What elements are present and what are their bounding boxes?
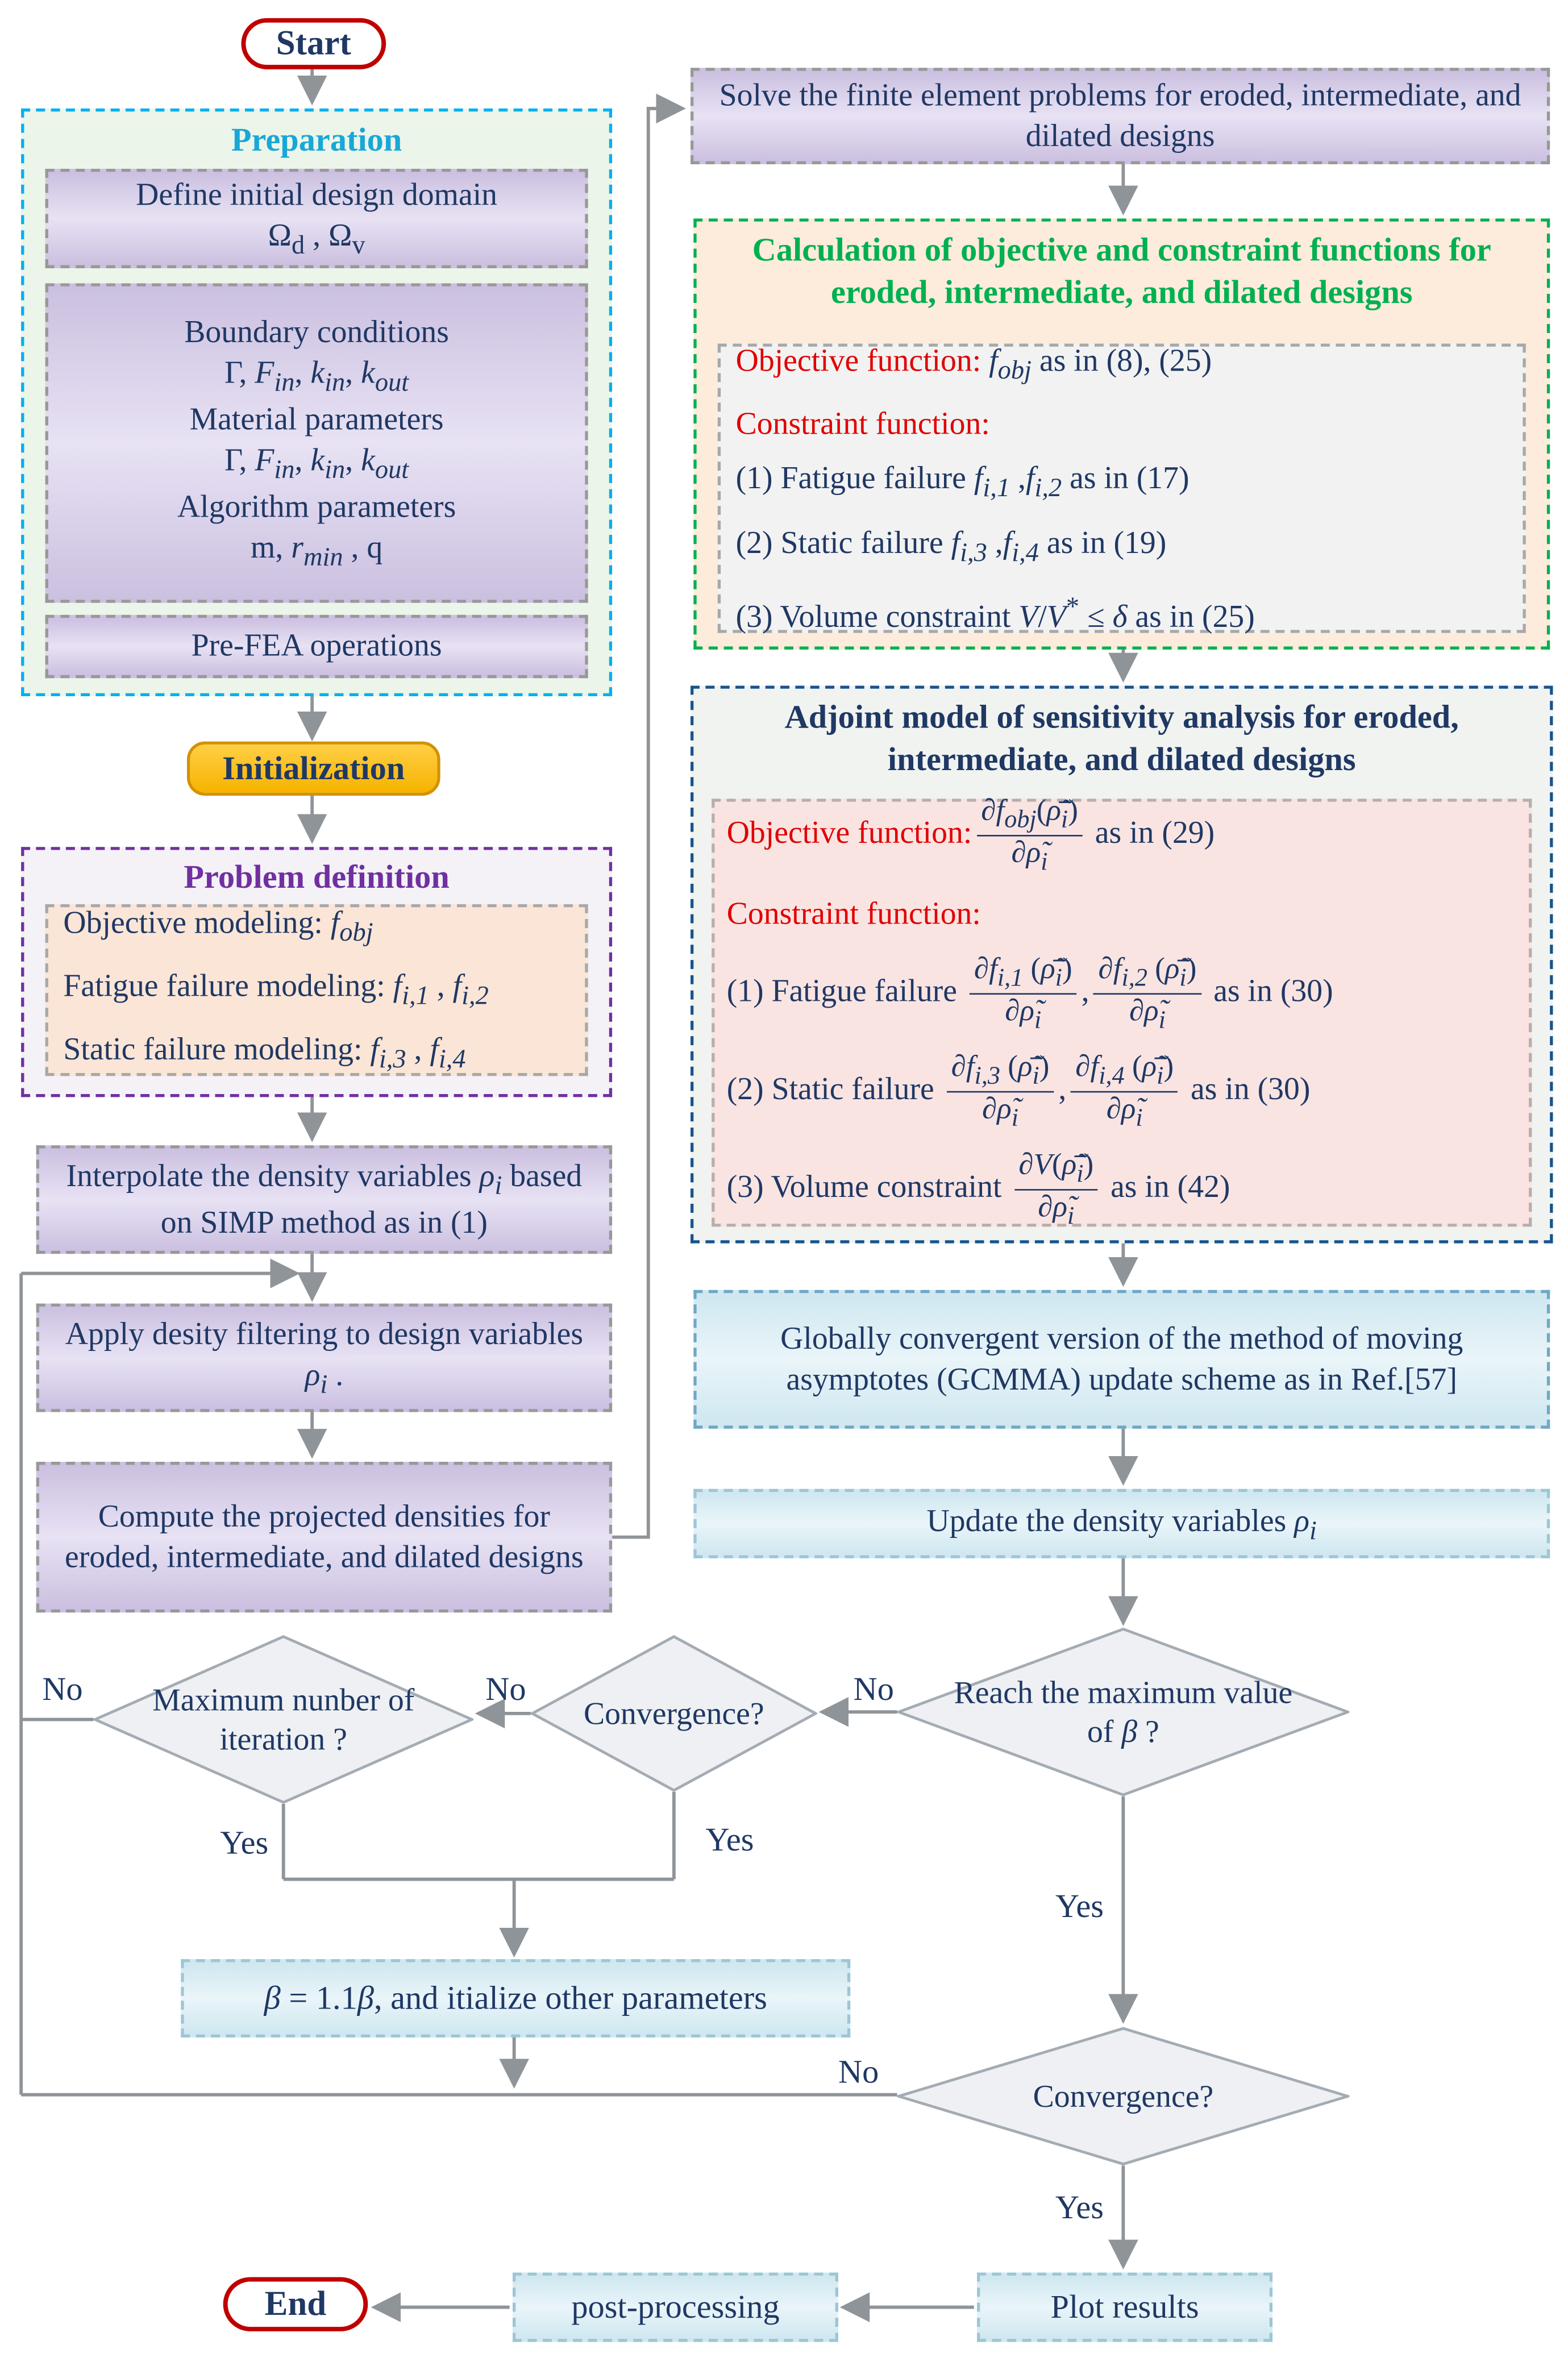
- gcmma-text: Globally convergent version of the method of moving asymptotes (GCMMA) update scheme as in Ref.[57]: [780, 1320, 1463, 1398]
- end-label: End: [264, 2284, 327, 2323]
- plot-results-box: [977, 2273, 1272, 2342]
- adjoint-detail-box: [712, 795, 1532, 1229]
- beta-update-text: β = 1.1β, and itialize other parameters: [264, 1978, 767, 2016]
- density-filtering-box: [36, 1304, 612, 1412]
- adjoint-line: (1) Fatigue failure $\frac{\partial f_{i,1} (\rhȭ_i)}{\partial\rhõ_i}$ , $\frac{\partial f_{i,2} (\rhȭ_i)}{\partial\rhõ_i}$ as in (30): [726, 951, 1333, 1034]
- decision-convergence-2: [897, 2027, 1349, 2165]
- pre-fea-box: [45, 615, 588, 678]
- beta-update-box: [181, 1959, 850, 2037]
- decision-reach-max-beta-text: Reach the maximum value of β ?: [954, 1674, 1293, 1750]
- interpolate-density-box: [36, 1145, 612, 1254]
- gcmma-box: [693, 1290, 1550, 1429]
- adjoint-line: Constraint function:: [726, 896, 981, 932]
- update-density-text: Update the density variables $\rho_i$: [926, 1502, 1317, 1545]
- update-density-box: [693, 1489, 1550, 1558]
- calc-line: (2) Static failure $f_{i,3}$ $,f_{i,4}$ as in (19): [735, 523, 1167, 567]
- post-processing-box: [513, 2273, 838, 2342]
- solve-fe-text: Solve the finite element problems for eroded, intermediate, and dilated designs: [719, 76, 1521, 154]
- label-no-max-iteration: No: [42, 1669, 83, 1708]
- arrow-projection-to-solve: [612, 109, 681, 1537]
- decision-reach-max-beta: [897, 1628, 1349, 1797]
- label-yes-reach-max-beta: Yes: [1055, 1886, 1104, 1925]
- adjoint-line: Objective function: $\frac{\partial f_{obj}(\rhȭ_i)}{\partial\rhõ_i}$ as in (29): [726, 795, 1215, 876]
- label-yes-max-iteration: Yes: [220, 1823, 269, 1861]
- adjoint-line: (2) Static failure $\frac{\partial f_{i,3} (\rhȭ_i)}{\partial\rhõ_i}$ , $\frac{\partial f_{i,4} (\rhȭ_i)}{\partial\rhõ_i}$ as in (30): [726, 1050, 1311, 1132]
- calc-line: (3) Volume constraint V/V* ≤ δ as in (25): [735, 590, 1255, 634]
- start-label: Start: [276, 24, 351, 62]
- label-no-reach-max-beta: No: [853, 1669, 894, 1708]
- plot-results-text: Plot results: [1050, 2287, 1199, 2325]
- preparation-title: Preparation: [231, 120, 402, 159]
- start-node: [241, 18, 386, 69]
- interpolate-density-text: Interpolate the density variables $\rho_i$ based on SIMP method as in (1): [66, 1157, 583, 1240]
- solve-fe-box: [691, 68, 1550, 164]
- adjoint-sensitivity-title: Adjoint model of sensitivity analysis for eroded, intermediate, and dilated designs: [784, 697, 1459, 777]
- param-line: Γ, $F_{in}$, $k_{in}$, $k_{out}$: [224, 442, 409, 485]
- label-no-convergence-1: No: [485, 1669, 526, 1708]
- objective-constraint-title: Calculation of objective and constraint functions for eroded, intermediate, and dilated designs: [752, 230, 1491, 310]
- pre-fea-label: Pre-FEA operations: [191, 627, 442, 664]
- projected-densities-box: [36, 1462, 612, 1612]
- define-domain-line1: Define initial design domain: [136, 176, 498, 213]
- initialization-node: [187, 742, 440, 796]
- adjoint-line: (3) Volume constraint $\frac{\partial V(\rhȭ_i)}{\partial\rhõ_i}$ as in (42): [726, 1147, 1230, 1229]
- calc-line: Constraint function:: [735, 406, 990, 442]
- param-line: Material parameters: [189, 400, 444, 437]
- calc-line: (1) Fatigue failure $f_{i,1}$ $,f_{i,2}$ as in (17): [735, 460, 1189, 503]
- post-processing-text: post-processing: [571, 2287, 780, 2325]
- problem-line: Objective modeling: $f_{obj}$: [63, 904, 373, 946]
- problem-line: Fatigue failure modeling: $f_{i,1}$ , $f_{i,2}$: [63, 967, 489, 1010]
- label-no-convergence-2: No: [838, 2052, 879, 2090]
- projected-densities-text: Compute the projected densities for eroded, intermediate, and dilated designs: [64, 1497, 584, 1575]
- decision-max-iteration-text: Maximum nunber of iteration ?: [152, 1681, 415, 1757]
- label-yes-convergence-2: Yes: [1055, 2188, 1104, 2226]
- decision-convergence-2-text: Convergence?: [1033, 2078, 1214, 2114]
- param-line: Algorithm parameters: [177, 488, 456, 525]
- define-domain-box: [45, 169, 588, 268]
- objective-constraint-detail-box: [718, 344, 1526, 633]
- param-line: Boundary conditions: [184, 313, 449, 350]
- parameters-box: [45, 284, 588, 603]
- param-line: m, $r_{min}$ , q: [251, 529, 383, 572]
- label-yes-convergence-1: Yes: [705, 1820, 754, 1858]
- calc-line: Objective function: $f_{obj}$ as in (8), (25): [735, 342, 1212, 385]
- initialization-label: Initialization: [222, 749, 405, 787]
- param-line: Γ, $F_{in}$, $k_{in}$, $k_{out}$: [224, 354, 409, 397]
- density-filtering-text: Apply desity filtering to design variables $\rho_i$ .: [65, 1315, 584, 1399]
- decision-convergence-1-text: Convergence?: [584, 1695, 764, 1732]
- problem-definition-title: Problem definition: [184, 857, 450, 896]
- decision-max-iteration: [93, 1635, 473, 1804]
- decision-convergence-1: [531, 1635, 817, 1792]
- define-domain-line2: $\Omega_d$ , $\Omega_v$: [268, 217, 365, 260]
- end-node: [223, 2277, 368, 2331]
- problem-models-box: [45, 904, 588, 1076]
- problem-line: Static failure modeling: $f_{i,3}$ , $f_{i,4}$: [63, 1030, 466, 1074]
